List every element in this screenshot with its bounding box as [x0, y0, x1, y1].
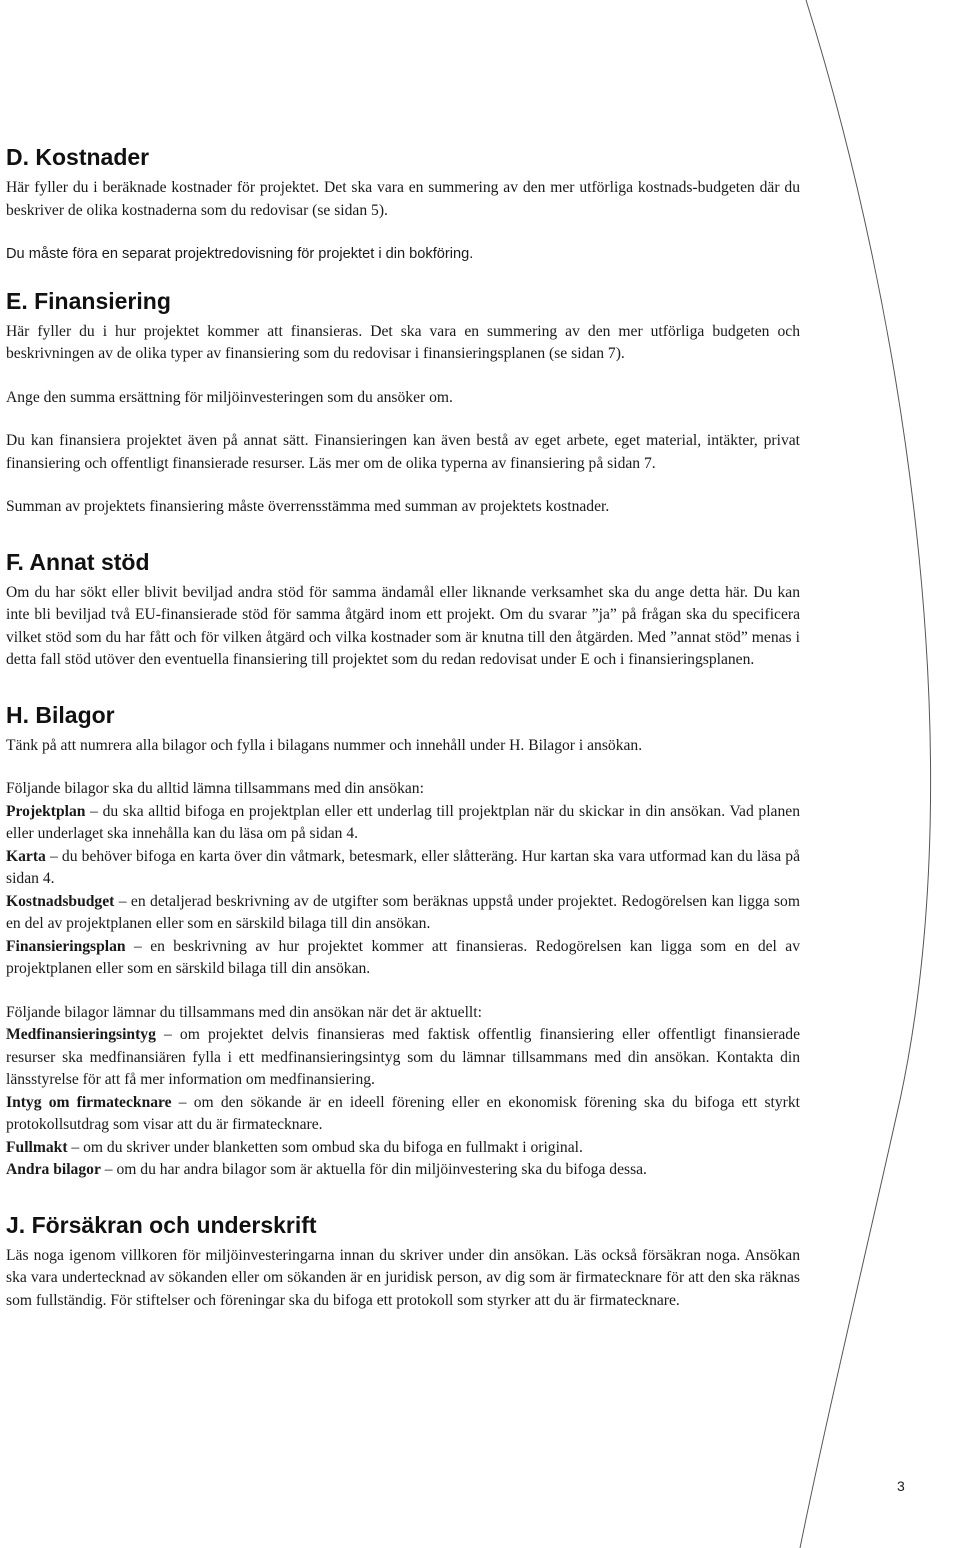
section-heading: D. Kostnader [6, 144, 150, 170]
item-term: Fullmakt [6, 1138, 68, 1156]
paragraph: Här fyller du i beräknade kostnader för projektet. Det ska vara en summering av den mer utförliga kostnads-budgeten där du beskriver de olika kostnaderna som du redovisar (se sidan 5). [6, 179, 800, 219]
list-item [6, 936, 800, 981]
item-text: – en detaljerad beskrivning av de utgifter som beräknas uppstå under projektet. Redogörelsen kan ligga som en del av projektplanen eller som en särskild bilaga till din ansökan. [6, 892, 800, 932]
section-kostnader [6, 142, 800, 266]
paragraph: Läs noga igenom villkoren för miljöinvesteringarna innan du skriver under din ansökan. Läs också försäkran noga. Ansökan ska vara undertecknad av sökanden eller om sökanden är en juridisk person, av dig som är firmatecknare för att den ska räknas som fullständig. För stiftelser och föreningar ska du bifoga ett protokoll som styrker att du är firmatecknare. [6, 1246, 800, 1309]
document-body [6, 142, 800, 1340]
section-forsakran [6, 1210, 800, 1313]
item-term: Finansieringsplan [6, 937, 126, 955]
item-term: Intyg om firmatecknare [6, 1093, 172, 1111]
section-annat-stod [6, 547, 800, 672]
item-text: – om projektet delvis finansieras med faktisk offentlig finansiering eller offentligt finansierade resurser ska medfinansiären fylla i ett medfinansieringsintyg som du lämnar tillsammans med din ansökan. Kontakta din länsstyrelse för att få mer information om medfinansiering. [6, 1026, 800, 1088]
list-item [6, 1024, 800, 1092]
list-intro: Följande bilagor ska du alltid lämna tillsammans med din ansökan: [6, 780, 424, 797]
list-intro: Följande bilagor lämnar du tillsammans med din ansökan när det är aktuellt: [6, 1003, 482, 1021]
page-number: 3 [897, 1478, 905, 1494]
section-heading: F. Annat stöd [6, 548, 150, 575]
item-text: – om du har andra bilagor som är aktuella för din miljöinvestering ska du bifoga dessa. [100, 1161, 647, 1178]
item-term: Kostnadsbudget [6, 892, 115, 910]
section-heading: J. Försäkran och underskrift [6, 1211, 317, 1238]
paragraph: Ange den summa ersättning för miljöinvesteringen som du ansöker om. [6, 388, 453, 406]
item-text: – om du skriver under blanketten som ombud ska du bifoga en fullmakt i original. [67, 1138, 583, 1156]
item-text: – du ska alltid bifoga en projektplan eller ett underlag till projektplan när du skickar in din ansökan. Vad planen eller underlaget ska innehålla kan du läsa om på sidan 4. [6, 802, 800, 842]
item-term: Andra bilagor [6, 1161, 101, 1178]
item-text: – om den sökande är en ideell förening eller en ekonomisk förening ska du bifoga ett styrkt protokollsutdrag som visar att du är firmatecknare. [6, 1093, 800, 1133]
list-item [6, 846, 800, 891]
paragraph: Tänk på att numrera alla bilagor och fylla i bilagans nummer och innehåll under H. Bilagor i ansökan. [6, 736, 643, 754]
section-bilagor [6, 700, 800, 1182]
list-item [6, 891, 800, 936]
list-item [6, 1159, 800, 1182]
paragraph: Summan av projektets finansiering måste överrensstämma med summan av projektets kostnader. [6, 498, 610, 515]
item-text: – du behöver bifoga en karta över din våtmark, betesmark, eller slåtteräng. Hur kartan ska vara utformad kan du läsa på sidan 4. [6, 847, 800, 887]
paragraph: Du kan finansiera projektet även på annat sätt. Finansieringen kan även bestå av eget arbete, eget material, intäkter, privat finansiering och offentligt finansierade resurser. Läs mer om de olika typerna av finansiering på sidan 7. [6, 432, 800, 472]
item-term: Projektplan [6, 802, 86, 820]
list-item [6, 801, 800, 846]
item-term: Medfinansieringsintyg [6, 1026, 156, 1043]
paragraph: Här fyller du i hur projektet kommer att finansieras. Det ska vara en summering av den mer utförliga budgeten och beskrivningen av de olika typer av finansiering som du redovisar i finansieringsplanen (se sidan 7). [6, 322, 800, 362]
list-item [6, 1137, 800, 1160]
section-heading: H. Bilagor [6, 701, 115, 728]
paragraph: Du måste föra en separat projektredovisning för projektet i din bokföring. [6, 246, 474, 262]
paragraph: Om du har sökt eller blivit beviljad andra stöd för samma ändamål eller liknande verksamhet ska du ange detta här. Du kan inte bli beviljad två EU-finansierade stöd för samma åtgärd inom ett projekt. Om du svarar ”ja” på frågan ska du specificera vilket stöd som du har fått och för vilken åtgärd och vilka kostnader som är knutna till den åtgärden. Med ”annat stöd” menas i detta fall stöd utöver den eventuella finansiering till projektet som du redan redovisat under E och i finansieringsplanen. [6, 583, 800, 668]
item-term: Karta [6, 847, 46, 865]
section-finansiering [6, 286, 800, 519]
item-text: – en beskrivning av hur projektet kommer att finansieras. Redogörelsen kan ligga som en del av projektplanen eller som en särskild bilaga till din ansökan. [6, 937, 800, 977]
section-heading: E. Finansiering [6, 287, 171, 314]
list-item [6, 1092, 800, 1137]
